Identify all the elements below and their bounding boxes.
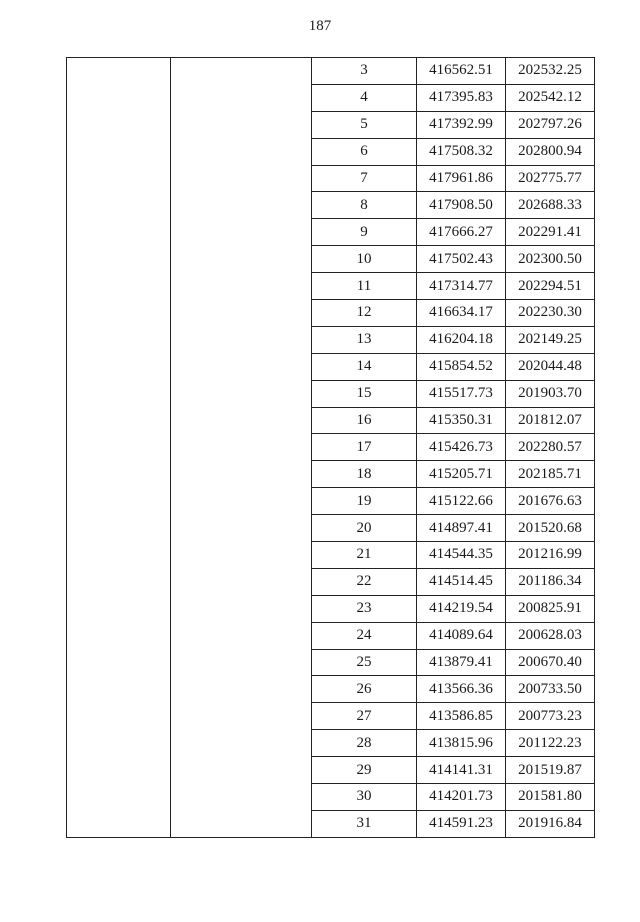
coord-x-cell: 414544.35 <box>417 542 506 569</box>
coordinate-table-body <box>67 58 595 838</box>
coord-x-cell: 414591.23 <box>417 810 506 837</box>
coord-x-cell: 413566.36 <box>417 676 506 703</box>
coord-y-cell: 202300.50 <box>506 246 595 273</box>
coord-y-cell: 202230.30 <box>506 300 595 327</box>
coord-x-cell: 416634.17 <box>417 300 506 327</box>
point-number-cell: 9 <box>312 219 417 246</box>
coord-y-cell: 202542.12 <box>506 84 595 111</box>
point-number-cell: 4 <box>312 84 417 111</box>
coord-x-cell: 416562.51 <box>417 58 506 85</box>
point-number-cell: 11 <box>312 273 417 300</box>
table-row <box>67 58 595 85</box>
merged-cell-a <box>67 58 171 838</box>
point-number-cell: 10 <box>312 246 417 273</box>
coord-y-cell: 202280.57 <box>506 434 595 461</box>
coord-y-cell: 202775.77 <box>506 165 595 192</box>
coord-y-cell: 201122.23 <box>506 730 595 757</box>
coord-x-cell: 415517.73 <box>417 380 506 407</box>
coord-x-cell: 416204.18 <box>417 326 506 353</box>
coord-y-cell: 202291.41 <box>506 219 595 246</box>
coord-x-cell: 417666.27 <box>417 219 506 246</box>
coord-y-cell: 200733.50 <box>506 676 595 703</box>
coord-y-cell: 201216.99 <box>506 542 595 569</box>
coord-y-cell: 200773.23 <box>506 703 595 730</box>
coord-y-cell: 202800.94 <box>506 138 595 165</box>
coord-x-cell: 415426.73 <box>417 434 506 461</box>
point-number-cell: 16 <box>312 407 417 434</box>
point-number-cell: 14 <box>312 353 417 380</box>
point-number-cell: 22 <box>312 568 417 595</box>
point-number-cell: 28 <box>312 730 417 757</box>
point-number-cell: 18 <box>312 461 417 488</box>
coordinate-table <box>66 57 595 838</box>
coord-x-cell: 414089.64 <box>417 622 506 649</box>
coord-x-cell: 417961.86 <box>417 165 506 192</box>
coord-y-cell: 202688.33 <box>506 192 595 219</box>
coord-y-cell: 201520.68 <box>506 515 595 542</box>
coord-y-cell: 202294.51 <box>506 273 595 300</box>
point-number-cell: 13 <box>312 326 417 353</box>
coord-x-cell: 417908.50 <box>417 192 506 219</box>
coord-x-cell: 413586.85 <box>417 703 506 730</box>
coord-y-cell: 201916.84 <box>506 810 595 837</box>
point-number-cell: 6 <box>312 138 417 165</box>
coord-x-cell: 415350.31 <box>417 407 506 434</box>
coord-x-cell: 415122.66 <box>417 488 506 515</box>
point-number-cell: 30 <box>312 784 417 811</box>
point-number-cell: 19 <box>312 488 417 515</box>
coord-y-cell: 201676.63 <box>506 488 595 515</box>
coord-y-cell: 201812.07 <box>506 407 595 434</box>
page-number: 187 <box>308 18 332 34</box>
coord-x-cell: 413879.41 <box>417 649 506 676</box>
coord-x-cell: 417392.99 <box>417 111 506 138</box>
point-number-cell: 27 <box>312 703 417 730</box>
coord-x-cell: 417314.77 <box>417 273 506 300</box>
point-number-cell: 17 <box>312 434 417 461</box>
coord-y-cell: 202185.71 <box>506 461 595 488</box>
point-number-cell: 31 <box>312 810 417 837</box>
point-number-cell: 7 <box>312 165 417 192</box>
coord-y-cell: 202149.25 <box>506 326 595 353</box>
coord-x-cell: 414141.31 <box>417 757 506 784</box>
point-number-cell: 29 <box>312 757 417 784</box>
coord-x-cell: 415854.52 <box>417 353 506 380</box>
coord-y-cell: 200825.91 <box>506 595 595 622</box>
point-number-cell: 3 <box>312 58 417 85</box>
coord-x-cell: 414219.54 <box>417 595 506 622</box>
point-number-cell: 26 <box>312 676 417 703</box>
coord-y-cell: 202532.25 <box>506 58 595 85</box>
coord-x-cell: 414201.73 <box>417 784 506 811</box>
coord-x-cell: 417395.83 <box>417 84 506 111</box>
point-number-cell: 15 <box>312 380 417 407</box>
point-number-cell: 23 <box>312 595 417 622</box>
coord-x-cell: 417502.43 <box>417 246 506 273</box>
coord-y-cell: 200670.40 <box>506 649 595 676</box>
merged-cell-b <box>171 58 312 838</box>
point-number-cell: 25 <box>312 649 417 676</box>
coord-x-cell: 413815.96 <box>417 730 506 757</box>
coord-x-cell: 414514.45 <box>417 568 506 595</box>
coord-y-cell: 202797.26 <box>506 111 595 138</box>
point-number-cell: 8 <box>312 192 417 219</box>
point-number-cell: 12 <box>312 300 417 327</box>
coord-x-cell: 417508.32 <box>417 138 506 165</box>
coord-y-cell: 202044.48 <box>506 353 595 380</box>
coord-x-cell: 414897.41 <box>417 515 506 542</box>
coord-y-cell: 201581.80 <box>506 784 595 811</box>
coord-x-cell: 415205.71 <box>417 461 506 488</box>
coord-y-cell: 201186.34 <box>506 568 595 595</box>
coord-y-cell: 201519.87 <box>506 757 595 784</box>
coord-y-cell: 201903.70 <box>506 380 595 407</box>
point-number-cell: 5 <box>312 111 417 138</box>
point-number-cell: 24 <box>312 622 417 649</box>
coord-y-cell: 200628.03 <box>506 622 595 649</box>
point-number-cell: 20 <box>312 515 417 542</box>
point-number-cell: 21 <box>312 542 417 569</box>
